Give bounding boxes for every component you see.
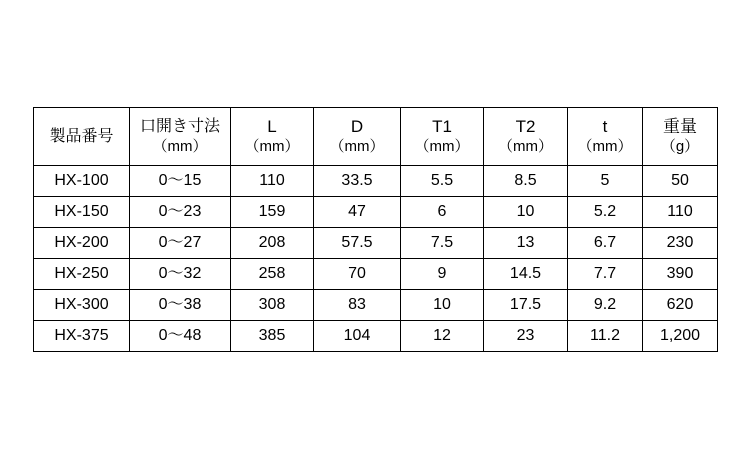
column-header-label: 口開き寸法 xyxy=(139,117,220,135)
cell-product-number: HX-200 xyxy=(34,228,130,259)
cell-weight: 390 xyxy=(643,259,718,290)
cell-opening-size: 0〜32 xyxy=(130,259,231,290)
column-header-l xyxy=(231,108,314,166)
cell-weight: 1,200 xyxy=(643,321,718,352)
column-header-label: L xyxy=(267,117,277,136)
column-header-t xyxy=(568,108,643,166)
column-header-label: 製品番号 xyxy=(49,127,114,145)
column-header-unit: （mm） xyxy=(577,138,633,156)
cell-l: 110 xyxy=(231,166,314,197)
column-header-label: T2 xyxy=(515,117,536,136)
table-row xyxy=(34,197,718,228)
cell-t: 5 xyxy=(568,166,643,197)
column-header-d xyxy=(314,108,401,166)
column-header-weight xyxy=(643,108,718,166)
column-header-product-number xyxy=(34,108,130,166)
column-header-label: D xyxy=(350,117,364,136)
cell-t2: 13 xyxy=(484,228,568,259)
cell-l: 258 xyxy=(231,259,314,290)
cell-weight: 620 xyxy=(643,290,718,321)
cell-d: 57.5 xyxy=(314,228,401,259)
table-header-row xyxy=(34,108,718,166)
cell-weight: 110 xyxy=(643,197,718,228)
column-header-opening-size xyxy=(130,108,231,166)
cell-product-number: HX-150 xyxy=(34,197,130,228)
cell-d: 104 xyxy=(314,321,401,352)
cell-weight: 230 xyxy=(643,228,718,259)
cell-t: 9.2 xyxy=(568,290,643,321)
cell-product-number: HX-300 xyxy=(34,290,130,321)
cell-opening-size: 0〜38 xyxy=(130,290,231,321)
column-header-unit: （mm） xyxy=(498,138,553,156)
cell-opening-size: 0〜15 xyxy=(130,166,231,197)
column-header-unit: （mm） xyxy=(329,138,385,156)
cell-product-number: HX-375 xyxy=(34,321,130,352)
cell-d: 47 xyxy=(314,197,401,228)
cell-l: 385 xyxy=(231,321,314,352)
cell-t1: 5.5 xyxy=(401,166,484,197)
cell-product-number: HX-100 xyxy=(34,166,130,197)
cell-t2: 8.5 xyxy=(484,166,568,197)
cell-product-number: HX-250 xyxy=(34,259,130,290)
cell-t2: 10 xyxy=(484,197,568,228)
cell-d: 33.5 xyxy=(314,166,401,197)
specification-table xyxy=(33,107,718,352)
cell-t1: 6 xyxy=(401,197,484,228)
column-header-unit: （mm） xyxy=(244,138,300,156)
column-header-label: t xyxy=(602,117,608,136)
table-body xyxy=(34,166,718,352)
cell-t: 5.2 xyxy=(568,197,643,228)
cell-d: 70 xyxy=(314,259,401,290)
cell-t1: 9 xyxy=(401,259,484,290)
table-row xyxy=(34,259,718,290)
cell-t: 6.7 xyxy=(568,228,643,259)
column-header-unit: （mm） xyxy=(414,138,470,156)
column-header-unit: （mm） xyxy=(152,137,208,155)
column-header-t1 xyxy=(401,108,484,166)
cell-t1: 7.5 xyxy=(401,228,484,259)
table-row xyxy=(34,228,718,259)
cell-weight: 50 xyxy=(643,166,718,197)
cell-l: 308 xyxy=(231,290,314,321)
cell-l: 159 xyxy=(231,197,314,228)
column-header-t2 xyxy=(484,108,568,166)
cell-opening-size: 0〜23 xyxy=(130,197,231,228)
table-row xyxy=(34,321,718,352)
column-header-label: 重量 xyxy=(663,117,697,136)
cell-t1: 10 xyxy=(401,290,484,321)
table-row xyxy=(34,290,718,321)
cell-t: 7.7 xyxy=(568,259,643,290)
column-header-unit: （g） xyxy=(660,138,700,156)
table-row xyxy=(34,166,718,197)
cell-t2: 23 xyxy=(484,321,568,352)
cell-opening-size: 0〜48 xyxy=(130,321,231,352)
cell-d: 83 xyxy=(314,290,401,321)
cell-l: 208 xyxy=(231,228,314,259)
cell-t: 11.2 xyxy=(568,321,643,352)
table-header xyxy=(34,108,718,166)
cell-opening-size: 0〜27 xyxy=(130,228,231,259)
cell-t2: 14.5 xyxy=(484,259,568,290)
cell-t1: 12 xyxy=(401,321,484,352)
cell-t2: 17.5 xyxy=(484,290,568,321)
specification-table-container xyxy=(33,107,717,352)
column-header-label: T1 xyxy=(432,117,452,136)
